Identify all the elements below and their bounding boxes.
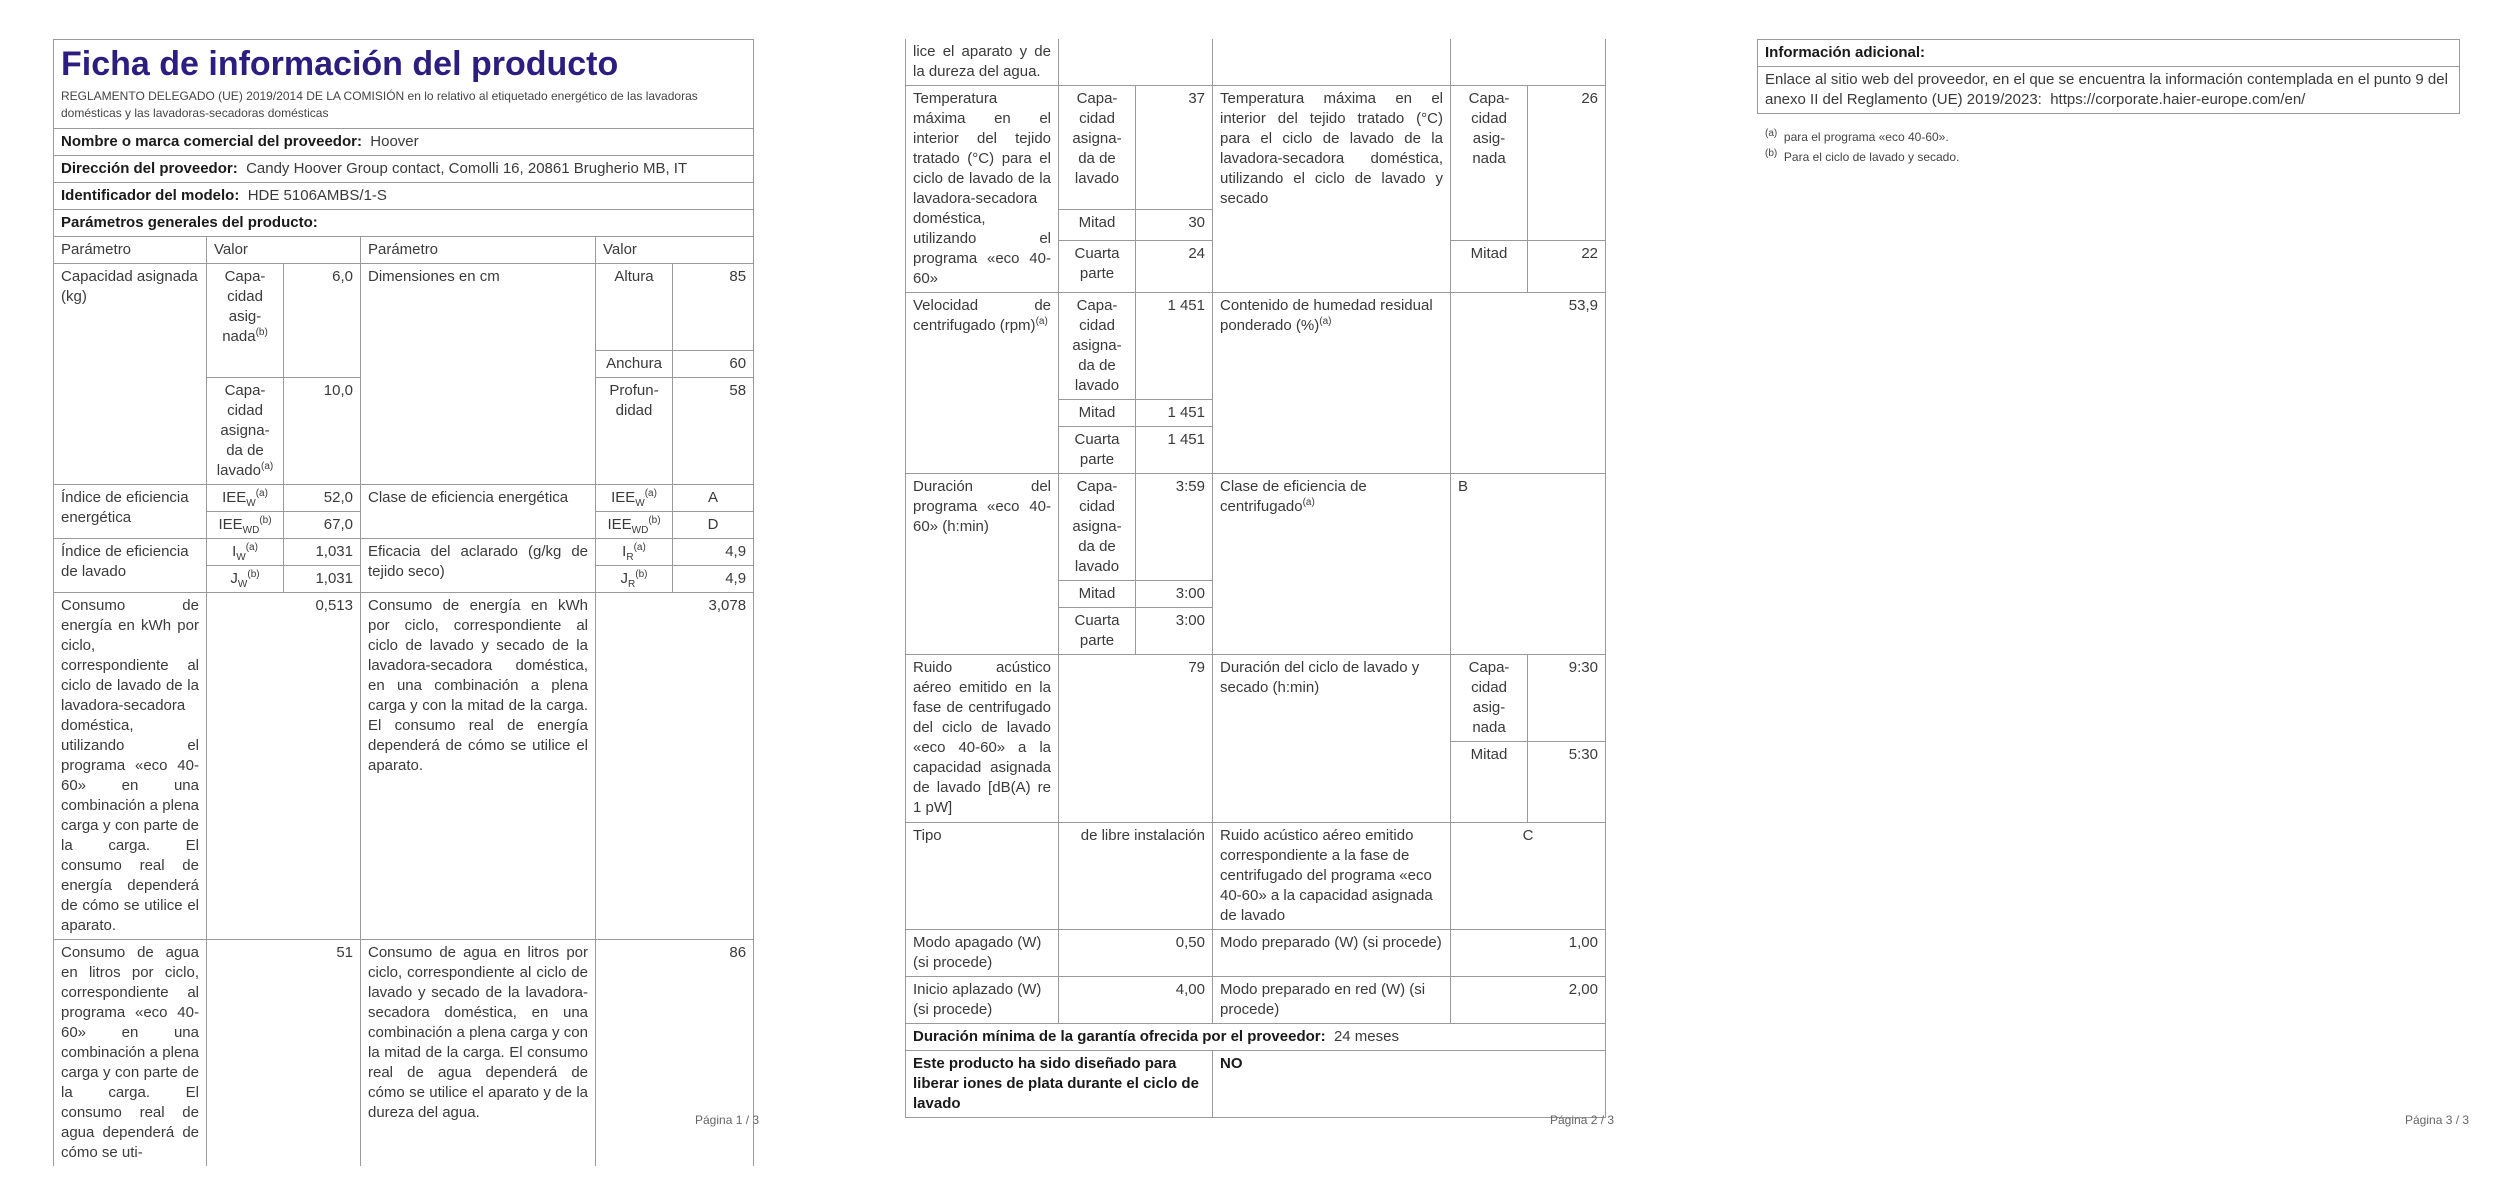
page-number-2: Página 2 / 3 xyxy=(1550,1113,1615,1127)
temp-half-sublabel: Mitad xyxy=(1059,209,1136,240)
address-row xyxy=(54,156,754,183)
wd-dur-half-value: 5:30 xyxy=(1528,742,1606,823)
water-wd-label: Consumo de agua en litros por ciclo, correspondiente al ciclo de lavado y secado de la lavadora-secadora doméstica, en una combinación a plena carga y con la mitad de la carga. El consumo real de agua dependerá de cómo se utilice el aparato y de la dureza del agua. xyxy=(361,940,596,1167)
page-1 xyxy=(0,0,835,1183)
spin-class-value: B xyxy=(1451,474,1606,655)
spin-half-value: 1 451 xyxy=(1136,400,1213,427)
footnotes xyxy=(1765,127,1959,167)
wd-dur-full-value: 9:30 xyxy=(1528,655,1606,742)
off-mode-label: Modo apagado (W) (si procede) xyxy=(906,930,1059,977)
height-value: 85 xyxy=(673,264,754,351)
cap-asignada-value: 6,0 xyxy=(284,264,361,378)
depth-value: 58 xyxy=(673,378,754,485)
additional-info-table xyxy=(1757,39,2460,114)
energy-wd-label: Consumo de energía en kWh por ciclo, correspondiente al ciclo de lavado y secado de la lavadora-secadora doméstica, en una combinación a plena carga y con la mitad de la carga. El consumo real de energía dependerá de cómo se utilice el aparato. xyxy=(361,593,596,940)
page-number-1: Página 1 / 3 xyxy=(695,1113,760,1127)
width-label: Anchura xyxy=(596,351,673,378)
dur-half-sublabel: Mitad xyxy=(1059,581,1136,608)
temp-label: Temperatura máxima en el interior del tejido tratado (°C) para el ciclo de lavado de la lavadora-secadora doméstica, utilizando el programa «eco 40-60» xyxy=(906,86,1059,293)
spin-full-value: 1 451 xyxy=(1136,293,1213,400)
temp-quarter-value: 24 xyxy=(1136,241,1213,293)
ready-mode-value: 1,00 xyxy=(1451,930,1606,977)
noise-label: Ruido acústico aéreo emitido en la fase de centrifugado del ciclo de lavado «eco 40-60» a la capacidad asignada de lavado [dB(A) re 1 pW] xyxy=(906,655,1059,823)
temp-wd-full-sublabel: Capa-cidad asig-nada xyxy=(1451,86,1528,241)
wd-duration-label: Duración del ciclo de lavado y secado (h:min) xyxy=(1213,655,1451,823)
ready-mode-label: Modo preparado (W) (si procede) xyxy=(1213,930,1451,977)
energy-wash-value: 0,513 xyxy=(207,593,361,940)
cap-lavado-value: 10,0 xyxy=(284,378,361,485)
iw-value: 1,031 xyxy=(284,539,361,566)
brand-value: Hoover xyxy=(370,133,419,150)
brand-label: Nombre o marca comercial del proveedor: xyxy=(61,133,362,150)
water-wash-label: Consumo de agua en litros por ciclo, correspondiente al programa «eco 40-60» en una combinación a plena carga y con parte de la carga. El consumo real de agua dependerá de cómo se uti- xyxy=(54,940,207,1167)
ir-value: 4,9 xyxy=(673,539,754,566)
height-label: Altura xyxy=(596,264,673,351)
moisture-value: 53,9 xyxy=(1451,293,1606,474)
cap-asignada-sublabel: Capa-cidad asig-nada$^{(b)}$ xyxy=(207,264,284,378)
dur-full-value: 3:59 xyxy=(1136,474,1213,581)
temp-wd-half-sublabel: Mitad xyxy=(1451,241,1528,293)
footnote-b: $^{(b)}$ Para el ciclo de lavado y secado. xyxy=(1765,148,1960,164)
type-value: de libre instalación xyxy=(1059,823,1213,930)
page-3 xyxy=(1705,0,2510,1183)
address-label: Dirección del proveedor: xyxy=(61,160,238,177)
ieewd-sublabel: $IEE_{WD}^{(b)}$ xyxy=(207,512,284,539)
warranty-label: Duración mínima de la garantía ofrecida por el proveedor: xyxy=(913,1028,1326,1045)
spin-quarter-sublabel: Cuarta parte xyxy=(1059,427,1136,474)
dur-full-sublabel: Capa-cidad asigna-da de lavado xyxy=(1059,474,1136,581)
jr-value: 4,9 xyxy=(673,566,754,593)
iw-sublabel: $I_W^{(a)}$ xyxy=(207,539,284,566)
silver-ions-value: NO xyxy=(1213,1051,1606,1118)
capacity-label: Capacidad asignada (kg) xyxy=(54,264,207,485)
footnote-a: $^{(a)}$ para el programa «eco 40-60». xyxy=(1765,128,1949,144)
energy-wd-value: 3,078 xyxy=(596,593,754,940)
temp-wd-half-value: 22 xyxy=(1528,241,1606,293)
network-mode-value: 2,00 xyxy=(1451,977,1606,1024)
water-wd-continuation-value xyxy=(1451,39,1606,86)
jw-sublabel: $J_W^{(b)}$ xyxy=(207,566,284,593)
type-label: Tipo xyxy=(906,823,1059,930)
product-info-table-p1 xyxy=(53,39,754,1166)
wd-dur-half-sublabel: Mitad xyxy=(1451,742,1528,823)
address-value: Candy Hoover Group contact, Comolli 16, 20861 Brugherio MB, IT xyxy=(246,160,688,177)
warranty-row xyxy=(906,1024,1606,1051)
class-wd-value: D xyxy=(673,512,754,539)
ieew-sublabel: $IEE_W^{(a)}$ xyxy=(207,485,284,512)
ieew-value: 52,0 xyxy=(284,485,361,512)
additional-info-text: Enlace al sitio web del proveedor, en el que se encuentra la información contemplada en el punto 9 del anexo II del Reglamento (UE) 2019/2023: https://corporate.haier-europe.com/en/ xyxy=(1758,67,2460,114)
page-title: Ficha de información del producto xyxy=(61,45,619,83)
jr-sublabel: $J_R^{(b)}$ xyxy=(596,566,673,593)
silver-ions-label: Este producto ha sido diseñado para liberar iones de plata durante el ciclo de lavado xyxy=(906,1051,1213,1118)
dur-quarter-sublabel: Cuarta parte xyxy=(1059,608,1136,655)
general-params-row xyxy=(54,210,754,237)
general-params-heading: Parámetros generales del producto: xyxy=(61,214,318,231)
spin-label: Velocidad de centrifugado (rpm)$^{(a)}$ xyxy=(906,293,1059,474)
water-wd-continuation xyxy=(1213,39,1451,86)
title-cell xyxy=(54,40,754,129)
supplier-url[interactable]: https://corporate.haier-europe.com/en/ xyxy=(2050,91,2306,108)
product-info-table-p2 xyxy=(905,39,1606,1118)
cap-lavado-sublabel: Capa-cidad asigna-da de lavado$^{(a)}$ xyxy=(207,378,284,485)
delay-start-label: Inicio aplazado (W) (si procede) xyxy=(906,977,1059,1024)
energy-wash-label: Consumo de energía en kWh por ciclo, correspondiente al ciclo de lavado de la lavadora-secadora doméstica, utilizando el programa «eco 40-60» en una combinación a plena carga y con parte de la carga. El consumo real de energía dependerá de cómo se utilice el aparato. xyxy=(54,593,207,940)
noise-class-label: Ruido acústico aéreo emitido correspondiente a la fase de centrifugado del programa «eco 40-60» a la capacidad asignada de lavado xyxy=(1213,823,1451,930)
noise-value: 79 xyxy=(1059,655,1213,823)
energy-class-label: Clase de eficiencia energética xyxy=(361,485,596,539)
rinse-label: Eficacia del aclarado (g/kg de tejido seco) xyxy=(361,539,596,593)
col-header-value-2: Valor xyxy=(596,237,754,264)
dur-quarter-value: 3:00 xyxy=(1136,608,1213,655)
water-wd-value: 86 xyxy=(596,940,754,1167)
temp-half-value: 30 xyxy=(1136,209,1213,240)
col-header-value-1: Valor xyxy=(207,237,361,264)
duration-label: Duración del programa «eco 40-60» (h:min) xyxy=(906,474,1059,655)
noise-class-value: C xyxy=(1451,823,1606,930)
water-wash-continuation: lice el aparato y de la dureza del agua. xyxy=(906,39,1059,86)
model-label: Identificador del modelo: xyxy=(61,187,240,204)
wash-index-label: Índice de eficiencia de lavado xyxy=(54,539,207,593)
jw-value: 1,031 xyxy=(284,566,361,593)
temp-wd-full-value: 26 xyxy=(1528,86,1606,241)
network-mode-label: Modo preparado en red (W) (si procede) xyxy=(1213,977,1451,1024)
eei-label: Índice de eficiencia energética xyxy=(54,485,207,539)
temp-wd-label: Temperatura máxima en el interior del tejido tratado (°C) para el ciclo de lavado de la lavadora-secadora doméstica, utilizando el ciclo de lavado y secado xyxy=(1213,86,1451,293)
model-row xyxy=(54,183,754,210)
spin-quarter-value: 1 451 xyxy=(1136,427,1213,474)
water-wash-continuation-value xyxy=(1059,39,1213,86)
dimensions-label: Dimensiones en cm xyxy=(361,264,596,485)
page-2 xyxy=(855,0,1685,1183)
class-w-value: A xyxy=(673,485,754,512)
col-header-param-2: Parámetro xyxy=(361,237,596,264)
spin-half-sublabel: Mitad xyxy=(1059,400,1136,427)
delay-start-value: 4,00 xyxy=(1059,977,1213,1024)
regulation-text: REGLAMENTO DELEGADO (UE) 2019/2014 DE LA COMISIÓN en lo relativo al etiquetado energético de las lavadoras domésticas y las lavadoras-secadoras domésticas xyxy=(61,89,698,120)
dur-half-value: 3:00 xyxy=(1136,581,1213,608)
off-mode-value: 0,50 xyxy=(1059,930,1213,977)
temp-quarter-sublabel: Cuarta parte xyxy=(1059,241,1136,293)
moisture-label: Contenido de humedad residual ponderado (%)$^{(a)}$ xyxy=(1213,293,1451,474)
warranty-value: 24 meses xyxy=(1333,1028,1399,1045)
width-value: 60 xyxy=(673,351,754,378)
ieewd-value: 67,0 xyxy=(284,512,361,539)
temp-full-value: 37 xyxy=(1136,86,1213,210)
class-w-sublabel: $IEE_W^{(a)}$ xyxy=(596,485,673,512)
page-number-3: Página 3 / 3 xyxy=(2405,1113,2470,1127)
model-value: HDE 5106AMBS/1-S xyxy=(247,187,387,204)
additional-info-heading: Información adicional: xyxy=(1758,40,2460,67)
water-wash-value: 51 xyxy=(207,940,361,1167)
brand-row xyxy=(54,129,754,156)
class-wd-sublabel: $IEE_{WD}^{(b)}$ xyxy=(596,512,673,539)
temp-full-sublabel: Capa-cidad asigna-da de lavado xyxy=(1059,86,1136,210)
spin-full-sublabel: Capa-cidad asigna-da de lavado xyxy=(1059,293,1136,400)
depth-label: Profun-didad xyxy=(596,378,673,485)
spin-class-label: Clase de eficiencia de centrifugado$^{(a)}$ xyxy=(1213,474,1451,655)
wd-dur-full-sublabel: Capa-cidad asig-nada xyxy=(1451,655,1528,742)
ir-sublabel: $I_R^{(a)}$ xyxy=(596,539,673,566)
col-header-param-1: Parámetro xyxy=(54,237,207,264)
